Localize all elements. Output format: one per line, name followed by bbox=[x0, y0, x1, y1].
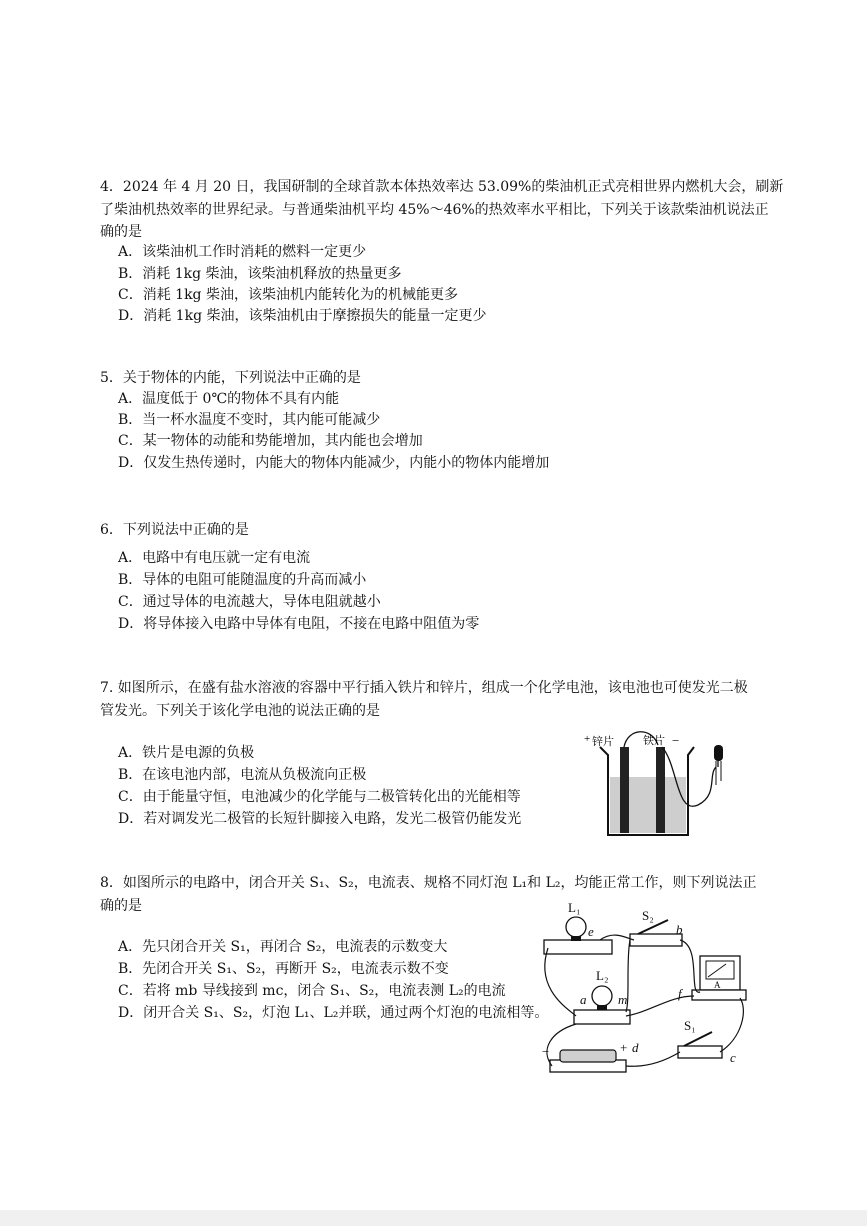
q8-stem-line1: 8．如图所示的电路中，闭合开关 S₁、S₂，电流表、规格不同灯泡 L₁和 L₂，均能正常工作，则下列说法正 bbox=[100, 875, 757, 891]
q7-option-b: B．在该电池内部，电流从负极流向正极 bbox=[118, 767, 367, 783]
q6-option-d: D．将导体接入电路中导体有电阻，不接在电路中阻值为零 bbox=[118, 616, 480, 632]
q5-option-b: B．当一杯水温度不变时，其内能可能减少 bbox=[118, 412, 381, 428]
q4-option-c: C．消耗 1kg 柴油，该柴油机内能转化为的机械能更多 bbox=[118, 287, 458, 303]
page-bottom-band bbox=[0, 1210, 867, 1226]
q8-option-d: D．闭开合关 S₁、S₂，灯泡 L₁、L₂并联，通过两个灯泡的电流相等。 bbox=[118, 1005, 549, 1021]
s1-label: S₁ bbox=[684, 1018, 696, 1033]
q7-option-d: D．若对调发光二极管的长短针脚接入电路，发光二极管仍能发光 bbox=[118, 811, 522, 827]
q6-option-b: B．导体的电阻可能随温度的升高而减小 bbox=[118, 572, 367, 588]
q7-option-c: C．由于能量守恒，电池减少的化学能与二极管转化出的光能相等 bbox=[118, 789, 521, 805]
q4-option-a: A．该柴油机工作时消耗的燃料一定更少 bbox=[118, 244, 367, 260]
terminal-a: a bbox=[580, 992, 587, 1007]
q8-option-a: A．先只闭合开关 S₁，再闭合 S₂，电流表的示数变大 bbox=[118, 939, 448, 955]
s2-board bbox=[630, 934, 682, 946]
q7-option-a: A．铁片是电源的负极 bbox=[118, 745, 255, 761]
q7-stem-line2: 管发光。下列关于该化学电池的说法正确的是 bbox=[100, 703, 380, 719]
q6-stem: 6．下列说法中正确的是 bbox=[100, 522, 249, 538]
q5-option-d: D．仅发生热传递时，内能大的物体内能减少，内能小的物体内能增加 bbox=[118, 455, 550, 471]
q5-option-a: A．温度低于 0℃的物体不具有内能 bbox=[118, 391, 340, 407]
q4-option-d: D．消耗 1kg 柴油，该柴油机由于摩擦损失的能量一定更少 bbox=[118, 308, 487, 324]
zinc-plate bbox=[620, 747, 629, 833]
iron-minus-sign: − bbox=[672, 733, 680, 748]
q5-option-c: C．某一物体的动能和势能增加，其内能也会增加 bbox=[118, 433, 423, 449]
iron-label: 铁片 bbox=[643, 734, 665, 747]
q4-option-b: B．消耗 1kg 柴油，该柴油机释放的热量更多 bbox=[118, 266, 402, 282]
ammeter-base bbox=[692, 990, 746, 1000]
battery-minus: − bbox=[542, 1044, 550, 1059]
q6-option-a: A．电路中有电压就一定有电流 bbox=[118, 550, 311, 566]
battery-plus: + bbox=[620, 1040, 628, 1055]
zinc-label: 锌片 bbox=[592, 735, 614, 748]
q8-stem-line2: 确的是 bbox=[100, 898, 142, 914]
iron-plate bbox=[656, 747, 665, 833]
q6-option-c: C．通过导体的电流越大，导体电阻就越小 bbox=[118, 594, 381, 610]
l1-bulb bbox=[566, 917, 586, 937]
q8-circuit-figure bbox=[530, 900, 770, 1080]
s1-board bbox=[678, 1046, 722, 1058]
q7-stem-line1: 7. 如图所示，在盛有盐水溶液的容器中平行插入铁片和锌片，组成一个化学电池，该电池也可使发光二极 bbox=[100, 680, 748, 696]
l1-label: L₁ bbox=[568, 900, 581, 915]
q5-stem: 5．关于物体的内能，下列说法中正确的是 bbox=[100, 370, 361, 386]
q8-option-b: B．先闭合开关 S₁、S₂，再断开 S₂，电流表示数不变 bbox=[118, 961, 449, 977]
terminal-b: b bbox=[676, 922, 683, 937]
l2-label: L₂ bbox=[596, 968, 609, 983]
l1-board bbox=[544, 940, 612, 954]
zinc-plus-sign: + bbox=[584, 733, 591, 745]
terminal-d: d bbox=[632, 1040, 639, 1055]
battery-cells bbox=[560, 1050, 616, 1062]
s2-label: S₂ bbox=[642, 908, 654, 923]
s1-lever bbox=[684, 1032, 712, 1046]
l2-board bbox=[574, 1010, 630, 1024]
q4-stem-line3: 确的是 bbox=[100, 224, 142, 240]
q8-option-c: C．若将 mb 导线接到 mc，闭合 S₁、S₂，电流表测 L₂的电流 bbox=[118, 983, 506, 999]
q7-battery-figure bbox=[580, 725, 750, 840]
terminal-e: e bbox=[588, 924, 594, 939]
led-body bbox=[714, 745, 723, 761]
ammeter-label: A bbox=[714, 980, 721, 990]
q4-stem-line1: 4．2024 年 4 月 20 日，我国研制的全球首款本体热效率达 53.09%的柴油机正式亮相世界内燃机大会，刷新 bbox=[100, 179, 784, 195]
l2-bulb bbox=[592, 986, 612, 1006]
terminal-m: m bbox=[618, 992, 628, 1007]
q4-stem-line2: 了柴油机热效率的世界纪录。与普通柴油机平均 45%～46%的热效率水平相比，下列关于该款柴油机说法正 bbox=[100, 202, 769, 218]
terminal-c: c bbox=[730, 1050, 736, 1065]
terminal-f: f bbox=[678, 986, 682, 1001]
